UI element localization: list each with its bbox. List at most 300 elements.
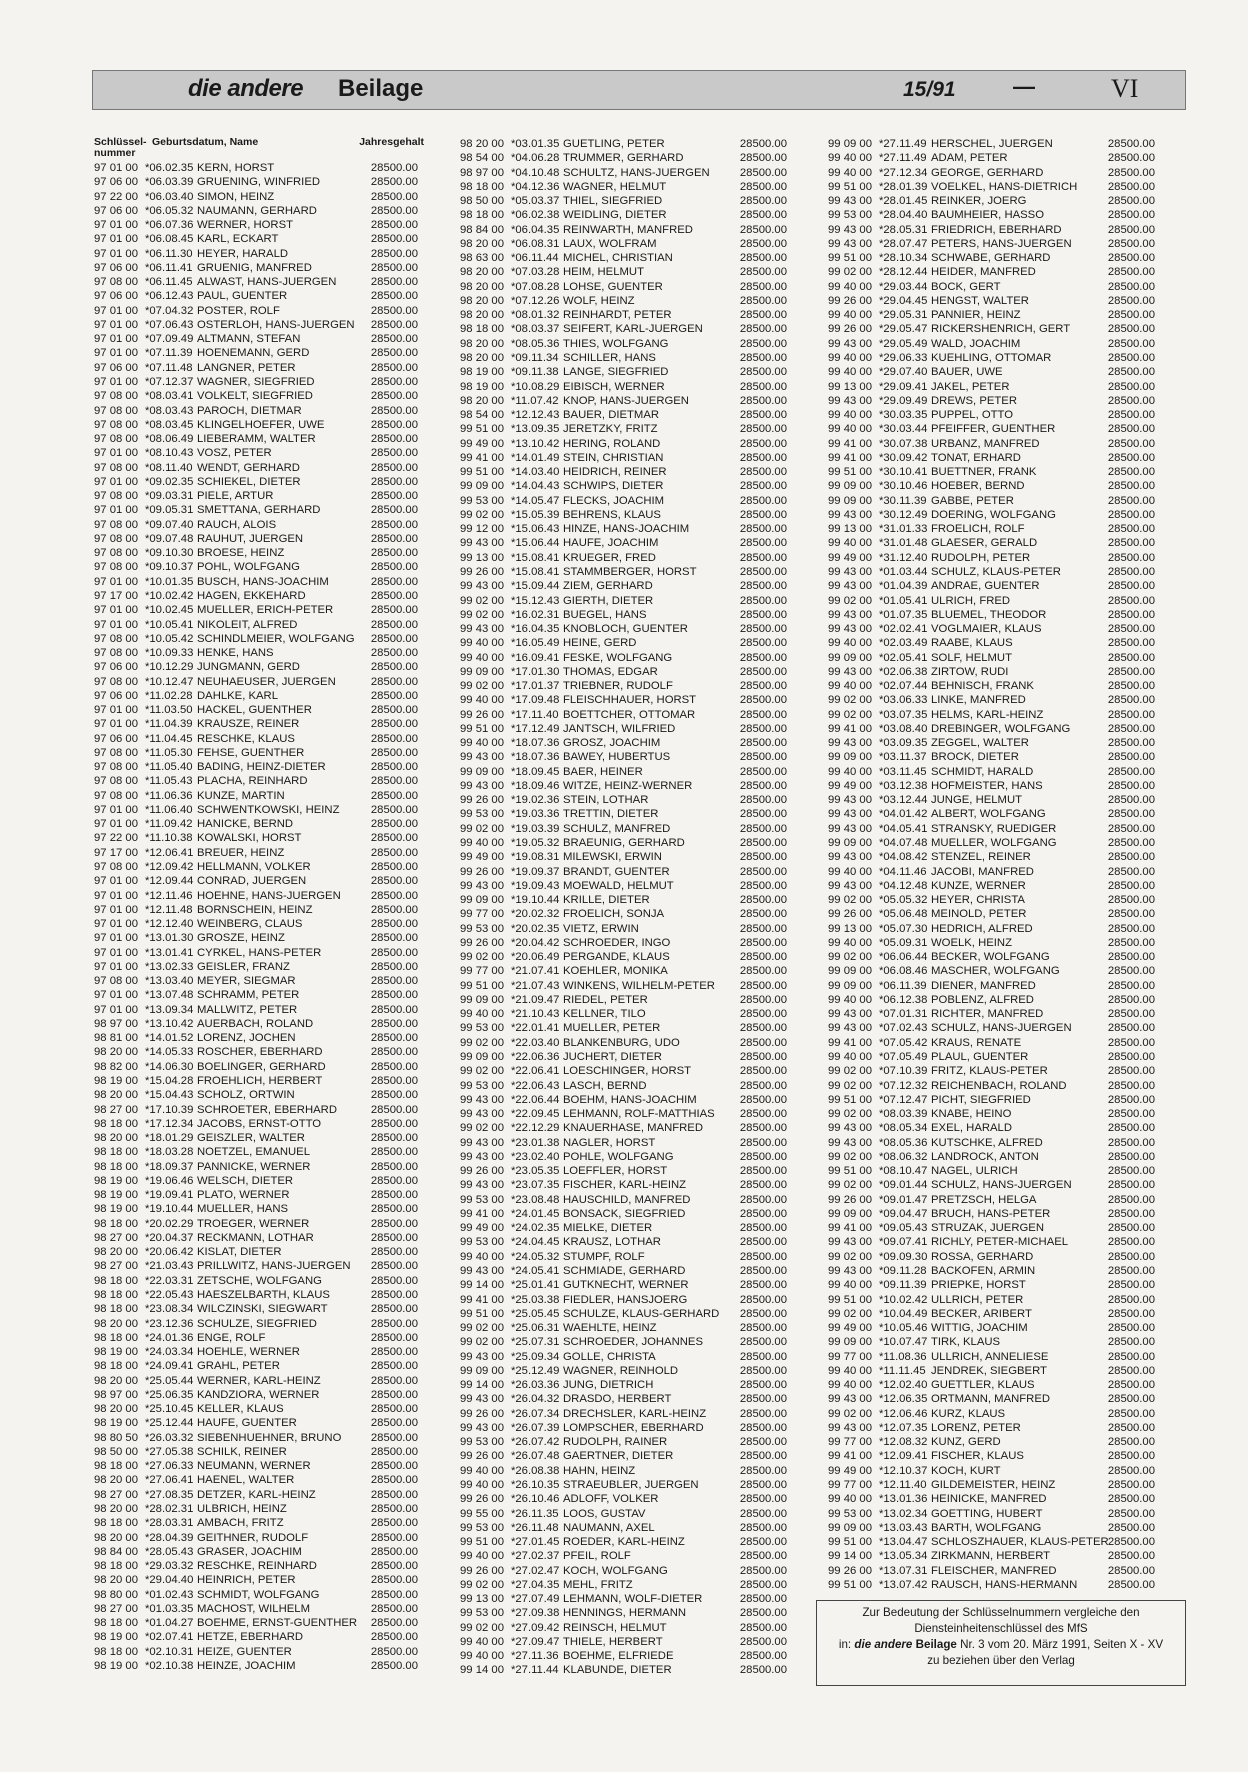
person-name: SCHULZE, SIEGFRIED (197, 1317, 317, 1330)
person-name: RESCHKE, KLAUS (197, 732, 295, 745)
birth-date: *17.01.30 (511, 665, 560, 678)
note-line-3 (817, 1637, 1185, 1653)
person-name: BONSACK, SIEGFRIED (563, 1207, 686, 1220)
birth-date: *13.03.40 (145, 975, 194, 988)
person-name: ULRICH, FRED (931, 594, 1011, 607)
key-number: 97 08 00 (94, 518, 138, 531)
list-item (460, 308, 793, 322)
person-name: SCHULTZ, HANS-JUERGEN (563, 166, 710, 179)
person-name: HINZE, HANS-JOACHIM (563, 523, 690, 536)
list-item (828, 1207, 1161, 1221)
birth-date: *27.11.49 (879, 152, 927, 165)
person-name: KUEHLING, OTTOMAR (931, 351, 1052, 364)
salary-value: 28500.00 (739, 1293, 787, 1306)
key-number: 97 01 00 (94, 304, 138, 317)
person-name: STRANSKY, RUEDIGER (931, 822, 1057, 835)
person-name: BAUER, DIETMAR (563, 409, 660, 422)
key-number: 97 01 00 (94, 704, 138, 717)
key-number: 99 41 00 (828, 437, 872, 450)
salary-value: 28500.00 (739, 565, 787, 578)
salary-value: 28500.00 (739, 1079, 787, 1092)
birth-date: *25.01.41 (511, 1279, 560, 1292)
person-name: SCHWIPS, DIETER (563, 480, 664, 493)
list-item (828, 180, 1161, 194)
list-item (94, 689, 424, 703)
salary-value: 28500.00 (370, 447, 418, 460)
salary-value: 28500.00 (370, 1602, 418, 1615)
salary-value: 28500.00 (739, 1407, 787, 1420)
list-item (828, 536, 1161, 550)
birth-date: *12.07.35 (879, 1421, 928, 1434)
key-number: 99 53 00 (460, 1236, 504, 1249)
key-number: 98 97 00 (94, 1388, 138, 1401)
salary-value: 28500.00 (370, 604, 418, 617)
salary-value: 28500.00 (1107, 637, 1155, 650)
person-name: LOHSE, GUENTER (563, 280, 663, 293)
birth-date: *21.07.41 (511, 965, 560, 978)
salary-value: 28500.00 (370, 647, 418, 660)
key-number: 99 26 00 (828, 323, 872, 336)
list-item (94, 232, 424, 246)
list-item (460, 1321, 793, 1335)
birth-date: *06.08.46 (879, 965, 928, 978)
salary-value: 28500.00 (370, 1146, 418, 1159)
person-name: DIENER, MANFRED (931, 979, 1036, 992)
person-name: VIETZ, ERWIN (563, 922, 639, 935)
salary-value: 28500.00 (370, 347, 418, 360)
birth-date: *23.12.36 (145, 1317, 194, 1330)
birth-date: *15.04.43 (145, 1089, 194, 1102)
page-header (92, 70, 1186, 110)
list-item (460, 223, 793, 237)
list-item (94, 404, 424, 418)
key-number: 98 54 00 (460, 409, 504, 422)
birth-date: *21.10.43 (511, 1008, 560, 1021)
person-name: RAUHUT, JUERGEN (197, 532, 304, 545)
birth-date: *09.04.47 (879, 1207, 928, 1220)
birth-date: *25.09.34 (511, 1350, 560, 1363)
person-name: BRAEUNIG, GERHARD (563, 837, 685, 850)
key-number: 98 27 00 (94, 1602, 138, 1615)
list-item (94, 1431, 424, 1445)
birth-date: *16.04.35 (511, 623, 560, 636)
key-number: 99 40 00 (460, 1464, 504, 1477)
list-item (828, 1507, 1161, 1521)
birth-date: *27.11.49 (879, 138, 927, 150)
list-item (94, 831, 424, 845)
key-number: 98 50 00 (94, 1445, 138, 1458)
key-number: 99 26 00 (460, 865, 504, 878)
key-number: 99 02 00 (460, 1065, 504, 1078)
key-number: 99 40 00 (460, 1650, 504, 1663)
salary-value: 28500.00 (370, 1288, 418, 1301)
salary-value: 28500.00 (1107, 252, 1155, 265)
key-number: 99 43 00 (828, 665, 872, 678)
person-name: ZIRTOW, RUDI (931, 665, 1009, 678)
birth-date: *30.07.38 (879, 437, 928, 450)
list-item (460, 1093, 793, 1107)
person-name: JUNGMANN, GERD (197, 661, 300, 674)
key-number: 99 26 00 (460, 708, 504, 721)
key-number: 97 08 00 (94, 789, 138, 802)
key-number: 98 18 00 (94, 1460, 138, 1473)
salary-value: 28500.00 (1107, 1236, 1155, 1249)
salary-value: 28500.00 (1107, 138, 1155, 150)
person-name: RAUSCH, HANS-HERMANN (931, 1578, 1078, 1591)
list-item (94, 261, 424, 275)
key-number: 98 18 00 (94, 1146, 138, 1159)
list-item (460, 693, 793, 707)
list-item (460, 1578, 793, 1592)
birth-date: *19.03.36 (511, 808, 560, 821)
list-item (94, 1031, 424, 1045)
birth-date: *07.10.39 (879, 1065, 928, 1078)
key-number: 99 02 00 (460, 822, 504, 835)
salary-value: 28500.00 (1107, 237, 1155, 250)
person-name: FLEISCHER, MANFRED (931, 1564, 1057, 1577)
note-line-2: Diensteinheitenschlüssel des MfS (914, 1622, 1088, 1635)
salary-value: 28500.00 (370, 975, 418, 988)
salary-value: 28500.00 (1107, 1478, 1155, 1491)
list-item (460, 1663, 793, 1677)
birth-date: *11.05.43 (145, 775, 193, 788)
list-item (94, 1559, 424, 1573)
list-item (94, 1103, 424, 1117)
birth-date: *09.10.30 (145, 547, 194, 560)
key-number: 99 40 00 (460, 1250, 504, 1263)
key-number: 99 40 00 (828, 680, 872, 693)
birth-date: *05.09.31 (879, 936, 928, 949)
list-item (94, 1217, 424, 1231)
person-name: SCHWABE, GERHARD (931, 252, 1051, 265)
person-name: LOOS, GUSTAV (563, 1507, 646, 1520)
birth-date: *10.02.45 (145, 604, 194, 617)
salary-value: 28500.00 (370, 1317, 418, 1330)
birth-date: *14.05.33 (145, 1046, 194, 1059)
birth-date: *26.07.48 (511, 1450, 560, 1463)
list-item (828, 437, 1161, 451)
salary-value: 28500.00 (739, 537, 787, 550)
key-number: 99 13 00 (828, 922, 872, 935)
salary-value: 28500.00 (1107, 266, 1155, 279)
salary-value: 28500.00 (1107, 865, 1155, 878)
salary-value: 28500.00 (370, 176, 418, 189)
key-number: 99 43 00 (460, 1421, 504, 1434)
list-item (460, 551, 793, 565)
list-item (94, 1003, 424, 1017)
key-number: 98 19 00 (94, 1174, 138, 1187)
person-name: KOEHLER, MONIKA (563, 965, 668, 978)
birth-date: *08.10.47 (879, 1165, 928, 1178)
person-name: SCHOLZ, ORTWIN (197, 1089, 295, 1102)
salary-value: 28500.00 (370, 1032, 418, 1045)
birth-date: *04.11.46 (879, 865, 927, 878)
list-item (460, 1178, 793, 1192)
salary-value: 28500.00 (739, 651, 787, 664)
birth-date: *24.05.32 (511, 1250, 560, 1263)
key-number: 99 40 00 (460, 1550, 504, 1563)
person-name: SCHULZ, HANS-JUERGEN (931, 1022, 1072, 1035)
list-item (828, 1307, 1161, 1321)
person-name: BECKER, ARIBERT (931, 1307, 1032, 1320)
person-name: ROEDER, KARL-HEINZ (563, 1536, 685, 1549)
person-name: HERING, ROLAND (563, 437, 661, 450)
key-number: 99 43 00 (460, 537, 504, 550)
person-name: LEHMANN, WOLF-DIETER (563, 1593, 703, 1606)
person-name: BAER, HEINER (563, 765, 643, 778)
salary-value: 28500.00 (370, 547, 418, 560)
key-number: 98 20 00 (94, 1574, 138, 1587)
birth-date: *19.02.36 (511, 794, 560, 807)
key-number: 99 14 00 (460, 1664, 504, 1677)
person-name: GUETLING, PETER (563, 138, 665, 150)
person-name: HAUFE, GUENTER (197, 1417, 297, 1430)
salary-value: 28500.00 (370, 918, 418, 931)
list-item (460, 265, 793, 279)
person-name: BREUER, HEINZ (197, 846, 285, 859)
key-number: 99 09 00 (828, 979, 872, 992)
salary-value: 28500.00 (370, 1488, 418, 1501)
person-name: DOERING, WOLFGANG (931, 508, 1056, 521)
key-number: 99 43 00 (460, 779, 504, 792)
list-item (460, 1021, 793, 1035)
person-name: AMBACH, FRITZ (197, 1517, 284, 1530)
person-name: LINKE, MANFRED (931, 694, 1026, 707)
key-number: 99 49 00 (460, 437, 504, 450)
person-name: NAGEL, ULRICH (931, 1165, 1018, 1178)
birth-date: *03.11.45 (879, 765, 927, 778)
birth-date: *07.11.39 (145, 347, 193, 360)
key-number: 99 40 00 (460, 737, 504, 750)
salary-value: 28500.00 (739, 409, 787, 422)
key-number: 97 01 00 (94, 475, 138, 488)
birth-date: *06.08.45 (145, 233, 194, 246)
birth-date: *08.06.32 (879, 1150, 928, 1163)
key-number: 97 08 00 (94, 647, 138, 660)
salary-value: 28500.00 (739, 637, 787, 650)
salary-value: 28500.00 (739, 993, 787, 1006)
key-number: 97 01 00 (94, 347, 138, 360)
salary-value: 28500.00 (1107, 1550, 1155, 1563)
person-name: GRUENIG, MANFRED (197, 261, 312, 274)
list-item (94, 1188, 424, 1202)
salary-value: 28500.00 (1107, 765, 1155, 778)
birth-date: *27.06.41 (145, 1474, 194, 1487)
list-item (460, 1193, 793, 1207)
salary-value: 28500.00 (1107, 751, 1155, 764)
key-number: 98 18 00 (94, 1560, 138, 1573)
salary-value: 28500.00 (739, 608, 787, 621)
list-item (94, 860, 424, 874)
key-number: 97 01 00 (94, 718, 138, 731)
person-name: PICHT, SIEGFRIED (931, 1093, 1031, 1106)
salary-value: 28500.00 (370, 261, 418, 274)
key-number: 99 09 00 (828, 138, 872, 150)
list-item (828, 237, 1161, 251)
person-name: BAWEY, HUBERTUS (563, 751, 671, 764)
list-item (828, 166, 1161, 180)
birth-date: *29.09.49 (879, 394, 928, 407)
person-name: BOEHME, ELFRIEDE (563, 1650, 674, 1663)
birth-date: *02.03.49 (879, 637, 928, 650)
list-item (828, 679, 1161, 693)
brand-title: die andere (188, 75, 304, 102)
key-number: 97 01 00 (94, 233, 138, 246)
salary-value: 28500.00 (1107, 1450, 1155, 1463)
person-name: LANDROCK, ANTON (931, 1150, 1039, 1163)
birth-date: *01.07.35 (879, 608, 928, 621)
salary-value: 28500.00 (1107, 965, 1155, 978)
birth-date: *17.12.34 (145, 1117, 194, 1130)
list-item (460, 337, 793, 351)
list-column-1 (94, 137, 424, 1673)
person-name: KUNZE, MARTIN (197, 789, 285, 802)
list-item (460, 594, 793, 608)
list-item (460, 850, 793, 864)
salary-value: 28500.00 (1107, 294, 1155, 307)
person-name: BUETTNER, FRANK (931, 466, 1037, 479)
person-name: WOELK, HEINZ (931, 936, 1012, 949)
birth-date: *07.01.31 (879, 1008, 928, 1021)
salary-value: 28500.00 (1107, 494, 1155, 507)
salary-value: 28500.00 (739, 494, 787, 507)
key-number: 99 40 00 (828, 309, 872, 322)
key-number: 99 02 00 (460, 951, 504, 964)
person-name: KNOBLOCH, GUENTER (563, 623, 688, 636)
key-number: 99 09 00 (828, 494, 872, 507)
person-name: REINKER, JOERG (931, 195, 1027, 208)
person-name: WELSCH, DIETER (197, 1174, 294, 1187)
person-name: POBLENZ, ALFRED (931, 993, 1034, 1006)
list-item (460, 194, 793, 208)
list-item (94, 1131, 424, 1145)
salary-value: 28500.00 (370, 1374, 418, 1387)
salary-value: 28500.00 (1107, 394, 1155, 407)
key-number: 99 53 00 (828, 1507, 872, 1520)
key-number: 99 40 00 (828, 537, 872, 550)
person-name: HAENEL, WALTER (197, 1474, 295, 1487)
key-number: 98 19 00 (94, 1189, 138, 1202)
person-name: NAGLER, HORST (563, 1136, 656, 1149)
key-number: 98 19 00 (94, 1346, 138, 1359)
birth-date: *15.08.41 (511, 551, 560, 564)
birth-date: *13.09.34 (145, 1003, 194, 1016)
salary-value: 28500.00 (739, 1236, 787, 1249)
salary-value: 28500.00 (370, 219, 418, 232)
list-item (828, 936, 1161, 950)
birth-date: *18.03.28 (145, 1146, 194, 1159)
salary-value: 28500.00 (1107, 309, 1155, 322)
salary-value: 28500.00 (739, 936, 787, 949)
birth-date: *01.03.44 (879, 565, 928, 578)
key-number: 98 20 00 (94, 1474, 138, 1487)
birth-date: *13.03.43 (879, 1521, 928, 1534)
person-name: TRUMMER, GERHARD (563, 152, 684, 165)
birth-date: *09.11.28 (879, 1264, 927, 1277)
key-number: 97 01 00 (94, 504, 138, 517)
key-number: 99 02 00 (460, 680, 504, 693)
salary-value: 28500.00 (1107, 694, 1155, 707)
list-item (94, 546, 424, 560)
person-name: LANGNER, PETER (197, 361, 296, 374)
key-number: 99 09 00 (828, 651, 872, 664)
key-number: 99 40 00 (828, 423, 872, 436)
birth-date: *10.04.49 (879, 1307, 928, 1320)
person-name: ADLOFF, VOLKER (563, 1493, 659, 1506)
list-item (828, 351, 1161, 365)
birth-date: *17.12.49 (511, 722, 560, 735)
salary-value: 28500.00 (370, 1174, 418, 1187)
salary-value: 28500.00 (370, 1431, 418, 1444)
key-number: 99 49 00 (460, 1222, 504, 1235)
key-number: 99 43 00 (460, 1136, 504, 1149)
person-name: WALD, JOACHIM (931, 337, 1021, 350)
list-item (460, 907, 793, 921)
key-number: 97 01 00 (94, 803, 138, 816)
birth-date: *22.09.45 (511, 1108, 560, 1121)
birth-date: *15.09.44 (511, 580, 560, 593)
salary-value: 28500.00 (739, 366, 787, 379)
salary-value: 28500.00 (370, 732, 418, 745)
salary-value: 28500.00 (739, 1478, 787, 1491)
key-number: 97 06 00 (94, 361, 138, 374)
salary-value: 28500.00 (739, 1621, 787, 1634)
birth-date: *14.04.43 (511, 480, 560, 493)
birth-date: *11.04.45 (145, 732, 193, 745)
key-number: 99 02 00 (460, 1621, 504, 1634)
list-item (828, 750, 1161, 764)
person-name: HEYER, CHRISTA (931, 894, 1025, 907)
key-number: 99 26 00 (460, 1493, 504, 1506)
list-item (94, 960, 424, 974)
key-number: 97 01 00 (94, 960, 138, 973)
birth-date: *22.06.43 (511, 1079, 560, 1092)
person-name: GLAESER, GERALD (931, 537, 1038, 550)
salary-value: 28500.00 (739, 1193, 787, 1206)
list-item (94, 446, 424, 460)
list-item (94, 1459, 424, 1473)
salary-value: 28500.00 (739, 252, 787, 265)
birth-name-header: Geburtsdatum, Name (152, 136, 259, 148)
list-item (94, 190, 424, 204)
birth-date: *29.05.47 (879, 323, 928, 336)
person-name: FISCHER, KLAUS (931, 1450, 1024, 1463)
list-item (94, 732, 424, 746)
key-number: 99 41 00 (460, 1293, 504, 1306)
person-name: DREBINGER, WOLFGANG (931, 722, 1071, 735)
person-name: FROEHLICH, HERBERT (197, 1075, 323, 1087)
salary-value: 28500.00 (370, 575, 418, 588)
birth-date: *03.12.44 (879, 794, 928, 807)
person-name: MUELLER, ERICH-PETER (197, 604, 334, 617)
salary-value: 28500.00 (1107, 1051, 1155, 1063)
person-name: SCHMIDT, WOLFGANG (197, 1588, 320, 1601)
key-number: 97 01 00 (94, 875, 138, 888)
key-number: 97 06 00 (94, 689, 138, 702)
list-item (460, 1207, 793, 1221)
salary-value: 28500.00 (370, 532, 418, 545)
birth-date: *04.08.42 (879, 851, 928, 864)
birth-date: *07.05.49 (879, 1051, 928, 1063)
salary-value: 28500.00 (739, 794, 787, 807)
list-item (828, 736, 1161, 750)
person-name: THIELE, HERBERT (563, 1635, 663, 1648)
birth-date: *01.02.43 (145, 1588, 194, 1601)
birth-date: *20.02.35 (511, 922, 560, 935)
key-number: 98 97 00 (460, 166, 504, 179)
person-name: STUMPF, ROLF (563, 1250, 645, 1263)
salary-value: 28500.00 (739, 1550, 787, 1563)
